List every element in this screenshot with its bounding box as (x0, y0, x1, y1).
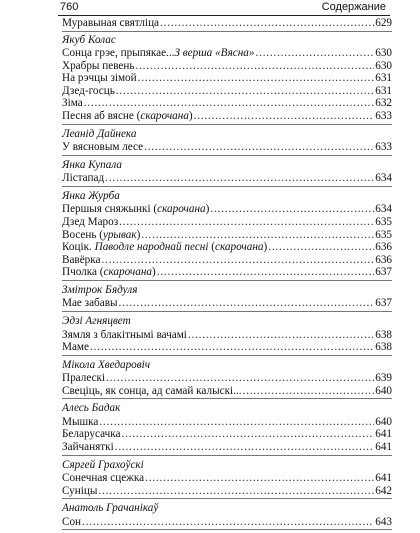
leader-dots (145, 472, 374, 485)
entry-text: Сонечная сцежка (62, 472, 145, 485)
entry-note: З верша «Вясна» (174, 47, 255, 60)
entry-text: Муравыная святліца (62, 17, 160, 29)
entry-page-number: 637 (375, 266, 392, 279)
entry-title (62, 485, 97, 498)
entry-text: Мае забавы (62, 297, 118, 310)
leader-dots (138, 72, 375, 85)
author-name: Анатоль Грачанікаў (62, 502, 159, 515)
leader-dots (243, 385, 375, 398)
toc-entry[interactable] (62, 441, 392, 454)
entry-title (62, 254, 101, 267)
entry-page-number: 642 (375, 484, 392, 497)
author-name: Сяргей Грахоўскі (62, 458, 144, 471)
entry-title (62, 216, 118, 229)
toc-entry[interactable] (62, 329, 392, 342)
leader-dots (188, 329, 374, 342)
running-title: Содержание (321, 1, 386, 13)
entry-note: скарочана (214, 241, 264, 254)
leader-dots (210, 203, 374, 216)
toc-entry[interactable] (62, 85, 392, 98)
leader-dots (102, 254, 375, 267)
leader-dots (98, 485, 374, 498)
entry-page-number: 635 (375, 228, 392, 241)
entry-note: урывак (103, 228, 137, 241)
entry-text: Пралескі (62, 372, 106, 385)
entry-title (62, 372, 105, 385)
entry-text: Сонца грэе, прыпякае... (62, 47, 175, 60)
entry-page-number: 641 (375, 472, 392, 485)
leader-dots (119, 216, 374, 229)
entry-title (62, 47, 255, 60)
entry-title (62, 141, 143, 154)
entry-text: Восень ( (62, 228, 104, 241)
entry-page-number: 629 (375, 17, 392, 29)
leader-dots (256, 47, 375, 60)
entry-page-number: 633 (375, 110, 392, 123)
table-of-contents (62, 17, 392, 533)
entry-page-number: 643 (375, 515, 392, 528)
entry-text: Вавёрка (62, 253, 101, 266)
entry-title (62, 266, 156, 279)
entry-text: На рэчцы зімой (62, 72, 137, 85)
entry-title (62, 60, 134, 73)
entry-page-number: 638 (375, 328, 392, 341)
leader-dots (160, 17, 374, 30)
entry-title (62, 329, 187, 342)
toc-entry[interactable] (62, 516, 392, 529)
toc-entry[interactable] (62, 472, 392, 485)
author-name: Мікола Хведаровіч (62, 358, 151, 371)
entry-page-number: 636 (375, 241, 392, 254)
leader-dots (115, 441, 375, 454)
entry-note: Паводле народнай песні (94, 241, 209, 254)
entry-page-number: 631 (375, 72, 392, 85)
entry-page-number: 632 (375, 97, 392, 110)
entry-page-number: 630 (375, 59, 392, 72)
toc-section (62, 315, 392, 356)
entry-title (62, 110, 193, 123)
entry-text: Пчолка ( (62, 266, 104, 279)
entry-text: Лістапад (62, 172, 105, 185)
entry-page-number: 635 (375, 215, 392, 228)
entry-page-number: 641 (375, 428, 392, 441)
toc-section (62, 128, 392, 156)
toc-entry[interactable] (62, 203, 392, 216)
entry-title (62, 516, 81, 529)
entry-text: Храбры певень (62, 59, 135, 72)
entry-title (62, 385, 242, 398)
toc-entry[interactable] (62, 372, 392, 385)
toc-section (62, 402, 392, 455)
entry-text: Дзед-госць (62, 84, 115, 97)
entry-text: ) (263, 241, 268, 254)
author-name: Якуб Колас (62, 33, 116, 46)
entry-text: Беларусачка (62, 428, 121, 441)
entry-page-number: 638 (375, 341, 392, 354)
leader-dots (82, 516, 374, 529)
leader-dots (119, 297, 375, 310)
toc-entry[interactable] (62, 72, 392, 85)
entry-text: Мышка (62, 415, 99, 428)
leader-dots (144, 141, 374, 154)
toc-section (62, 17, 392, 32)
entry-text: Свеціць, як сонца, ад самай калыскі... (62, 384, 242, 397)
toc-entry[interactable] (62, 17, 392, 30)
entry-text: Маме (62, 341, 89, 354)
entry-text: ) (205, 203, 210, 216)
leader-dots (135, 60, 374, 73)
entry-title (62, 472, 144, 485)
entry-title (62, 203, 209, 216)
toc-entry[interactable] (62, 110, 392, 123)
entry-page-number: 630 (375, 47, 392, 60)
entry-page-number: 634 (375, 203, 392, 216)
toc-entry[interactable] (62, 297, 392, 310)
toc-section (62, 190, 392, 281)
entry-text: ) (136, 228, 141, 241)
running-header (58, 0, 390, 16)
entry-text: Песня аб вясне ( (62, 110, 141, 123)
entry-page-number: 641 (375, 441, 392, 454)
entry-text: Зайчаняткі (62, 441, 114, 454)
author-name: Алесь Бадак (62, 402, 121, 415)
toc-entry[interactable] (62, 428, 392, 441)
leader-dots (268, 241, 374, 254)
entry-text: Зямля з блакітнымі вачамі (62, 328, 187, 341)
leader-dots (116, 85, 374, 98)
leader-dots (157, 266, 374, 279)
entry-text: Дзед Мароз (62, 215, 119, 228)
entry-title (62, 341, 89, 354)
author-name: Змітрок Бядуля (62, 283, 138, 296)
toc-section (62, 459, 392, 500)
entry-title (62, 172, 104, 185)
entry-title (62, 229, 140, 242)
entry-text: У вясновым лесе (62, 141, 144, 154)
entry-title (62, 17, 159, 30)
toc-section (62, 502, 392, 530)
entry-page-number: 639 (375, 372, 392, 385)
entry-page-number: 637 (375, 297, 392, 310)
leader-dots (106, 372, 374, 385)
toc-section (62, 34, 392, 125)
entry-title (62, 72, 137, 85)
toc-section (62, 359, 392, 400)
leader-dots (141, 229, 374, 242)
entry-title (62, 97, 83, 110)
entry-text: Суніцы (62, 484, 98, 497)
entry-text: ) (188, 110, 193, 123)
entry-title (62, 428, 120, 441)
leader-dots (90, 341, 374, 354)
leader-dots (84, 97, 375, 110)
entry-title (62, 85, 115, 98)
toc-entry[interactable] (62, 266, 392, 279)
toc-entry[interactable] (62, 60, 392, 73)
entry-text: Коцік. (62, 241, 95, 254)
entry-note: скарочана (157, 203, 206, 216)
entry-text: Зіма (62, 97, 83, 110)
toc-entry[interactable] (62, 141, 392, 154)
author-name: Эдзі Агняцвет (62, 315, 131, 327)
toc-entry[interactable] (62, 485, 392, 498)
toc-entry[interactable] (62, 385, 392, 398)
toc-entry[interactable] (62, 341, 392, 354)
entry-text: Сон (62, 515, 82, 528)
toc-entry[interactable] (62, 216, 392, 229)
leader-dots (194, 110, 375, 123)
entry-note: скарочана (103, 266, 152, 279)
author-name: Леанід Дайнека (62, 127, 137, 140)
entry-title (62, 416, 98, 429)
entry-text: ( (208, 241, 215, 254)
entry-page-number: 640 (375, 415, 392, 428)
toc-entry[interactable] (62, 229, 392, 242)
author-name: Янка Купала (62, 158, 122, 171)
toc-section (62, 284, 392, 312)
entry-page-number: 636 (375, 253, 392, 266)
leader-dots (99, 416, 374, 429)
entry-page-number: 633 (375, 141, 392, 154)
toc-entry[interactable] (62, 172, 392, 185)
toc-entry[interactable] (62, 47, 392, 60)
entry-title (62, 441, 114, 454)
entry-text: Першыя сняжынкі ( (62, 203, 158, 216)
toc-entry[interactable] (62, 97, 392, 110)
entry-page-number: 634 (375, 172, 392, 185)
leader-dots (121, 428, 374, 441)
entry-title (62, 241, 267, 254)
page-number: 760 (60, 1, 79, 13)
toc-entry[interactable] (62, 416, 392, 429)
toc-section (62, 159, 392, 187)
entry-page-number: 631 (375, 84, 392, 97)
leader-dots (105, 172, 374, 185)
entry-page-number: 640 (375, 384, 392, 397)
toc-entry[interactable] (62, 241, 392, 254)
entry-note: скарочана (140, 110, 189, 123)
toc-entry[interactable] (62, 254, 392, 267)
entry-text: ) (152, 266, 156, 279)
author-name: Янка Журба (62, 189, 120, 202)
entry-title (62, 297, 118, 310)
